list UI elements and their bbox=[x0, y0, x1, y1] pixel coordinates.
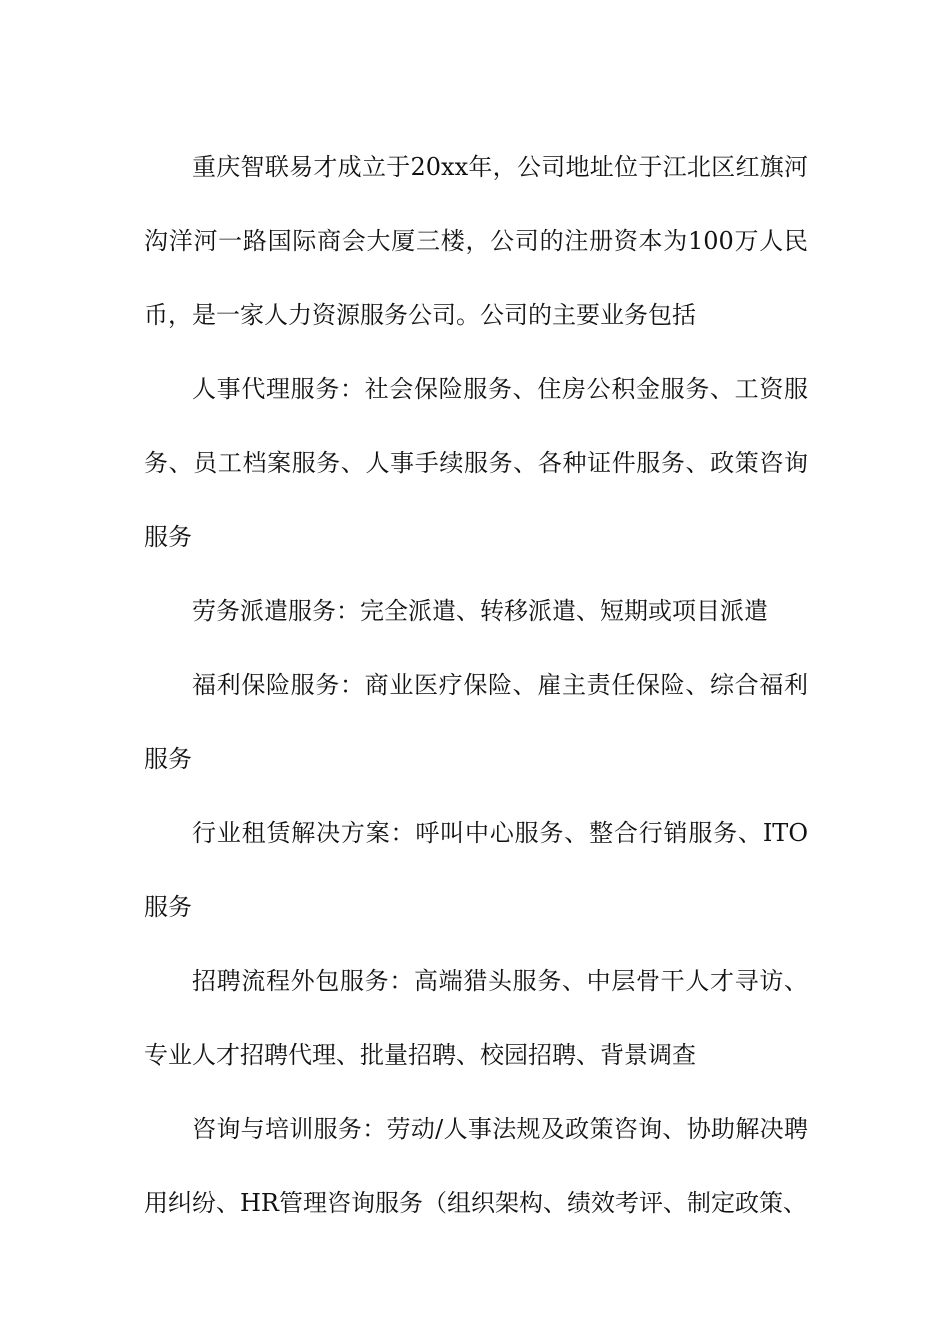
paragraph-labor-dispatch: 劳务派遣服务：完全派遣、转移派遣、短期或项目派遣 bbox=[192, 597, 768, 625]
paragraph-welfare-insurance: 福利保险服务：商业医疗保险、雇主责任保险、综合福利服务 bbox=[144, 671, 808, 773]
paragraph-recruitment-outsourcing: 招聘流程外包服务：高端猎头服务、中层骨干人才寻访、专业人才招聘代理、批量招聘、校园招聘、背景调查 bbox=[144, 967, 808, 1069]
paragraph-company-intro: 重庆智联易才成立于20xx年，公司地址位于江北区红旗河沟洋河一路国际商会大厦三楼，公司的注册资本为100万人民币，是一家人力资源服务公司。公司的主要业务包括 bbox=[144, 153, 808, 329]
document-body bbox=[144, 130, 808, 1240]
paragraph-personnel-agency: 人事代理服务：社会保险服务、住房公积金服务、工资服务、员工档案服务、人事手续服务、各种证件服务、政策咨询服务 bbox=[144, 375, 808, 551]
paragraph-industry-leasing: 行业租赁解决方案：呼叫中心服务、整合行销服务、ITO服务 bbox=[144, 819, 808, 921]
paragraph-consulting-training: 咨询与培训服务：劳动/人事法规及政策咨询、协助解决聘用纠纷、HR管理咨询服务（组织架构、绩效考评、制定政策、 bbox=[144, 1115, 808, 1217]
